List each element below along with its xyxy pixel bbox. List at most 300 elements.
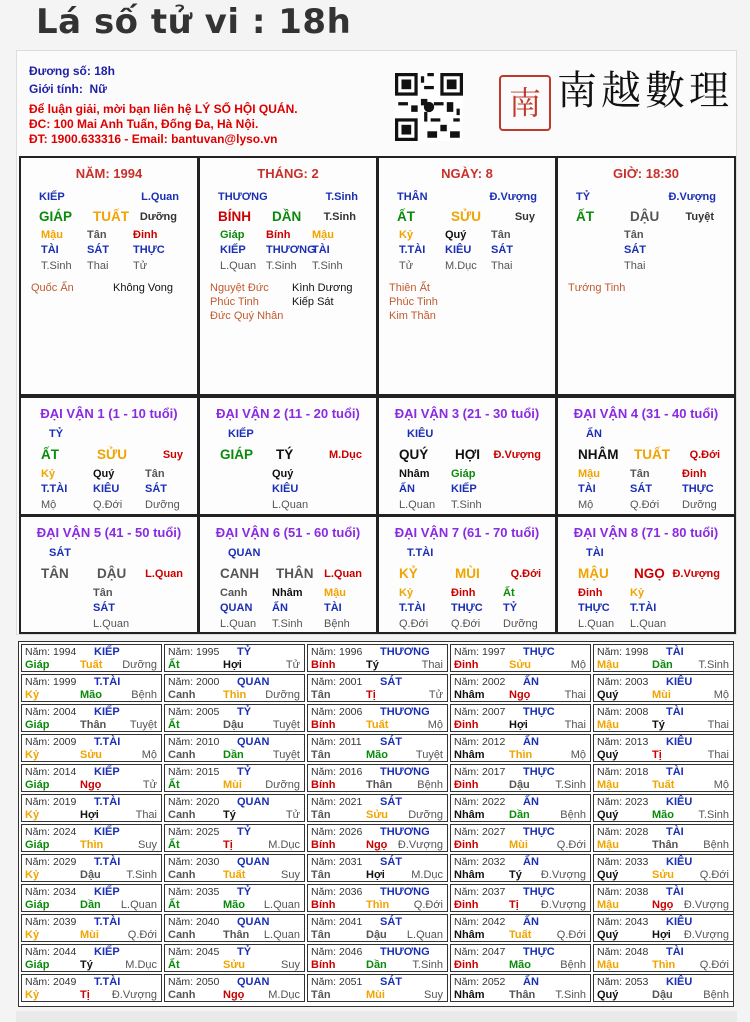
year-state: Q.Đới [556,839,586,851]
year-can: Tân [311,809,331,821]
year-prefix: Năm: [454,856,480,868]
year-number: 2046 [339,946,363,958]
year-prefix: Năm: [454,946,480,958]
year-prefix: Năm: [25,946,51,958]
year-thapthan: QUAN [237,736,270,748]
year-chi: Dậu [366,929,387,941]
daivan-chi: NGỌ [634,566,665,581]
year-number: 2036 [339,886,363,898]
year-can: Bính [311,659,336,671]
year-prefix: Năm: [597,736,623,748]
hidden-state: Thai [491,260,513,272]
year-state: Bệnh [703,839,729,851]
year-prefix: Năm: [25,706,51,718]
year-state: Tuyệt [129,719,157,731]
year-cell [593,944,734,972]
year-chi: Tuất [366,719,389,731]
year-state: Dưỡng [265,689,300,701]
year-state: Q.Đới [699,959,729,971]
year-cell [593,794,734,822]
year-can: Tân [311,989,331,1001]
daivan-cell [556,515,736,634]
hidden-state: L.Quan [399,499,436,511]
year-chi: Dậu [652,989,673,1001]
year-state: Đ.Vượng [397,839,443,851]
year-thapthan: KIÊU [666,796,693,808]
hidden-state: Dưỡng [145,499,180,511]
daivan-thapthan: SÁT [49,547,71,559]
year-thapthan: T.TÀI [94,916,121,928]
year-cell [593,824,734,852]
hidden-god: KIẾP [451,483,477,495]
year-prefix: Năm: [454,886,480,898]
year-chi: Hợi [366,869,385,881]
year-state: Mộ [141,749,157,761]
pillar-can: ẤT [576,209,594,224]
hidden-stem: Kỷ [399,587,414,599]
year-number: 2006 [339,706,363,718]
year-thapthan: T.TÀI [94,676,121,688]
year-cell [593,764,734,792]
year-chi: Dần [509,809,530,821]
year-prefix: Năm: [454,976,480,988]
year-chi: Tuất [652,779,675,791]
year-cell [593,644,734,672]
year-thapthan: KIẾP [94,766,120,778]
year-state: T.Sinh [698,809,729,821]
year-can: Mậu [597,719,619,731]
year-state: Suy [281,869,300,881]
year-prefix: Năm: [25,826,51,838]
year-state: Suy [424,989,443,1001]
hidden-state: T.Sinh [41,260,72,272]
year-state: Tuyệt [415,749,443,761]
year-chi: Thìn [223,689,247,701]
year-can: Bính [311,779,336,791]
year-chi: Mão [366,749,388,761]
year-prefix: Năm: [25,676,51,688]
year-can: Giáp [25,959,50,971]
brand-logo: 南越數理 [557,68,733,114]
year-prefix: Năm: [597,976,623,988]
year-number: 2015 [196,766,220,778]
year-thapthan: KIẾP [94,646,120,658]
pillar-can: ẤT [397,209,415,224]
hidden-god: THỰC [451,602,483,614]
year-cell [21,974,162,1002]
year-can: Kỷ [25,869,40,881]
year-chi: Dậu [80,869,101,881]
year-state: Mộ [427,719,443,731]
daivan-can: ẤT [41,447,59,462]
hidden-god: TÀI [324,602,342,614]
pillar-cell [377,156,557,396]
year-state: Bệnh [703,989,729,1001]
year-chi: Tị [80,989,90,1001]
year-state: Tử [142,779,157,791]
year-chi: Mùi [80,929,99,941]
contact-line: Để luận giải, mời bạn liên hệ LÝ SỐ HỘI QUÁN. [29,102,298,116]
year-cell [164,914,305,942]
year-number: 2016 [339,766,363,778]
year-chi: Thân [80,719,107,731]
year-number: 2023 [625,796,649,808]
daivan-truongsinh: Q.Đới [689,449,720,461]
hidden-state: T.Sinh [451,499,482,511]
star-item: Phúc Tinh [389,296,438,308]
year-prefix: Năm: [311,856,337,868]
hidden-god: THỰC [682,483,714,495]
year-thapthan: TÀI [666,886,684,898]
year-state: T.Sinh [555,779,586,791]
year-thapthan: THỰC [523,826,555,838]
year-prefix: Năm: [311,766,337,778]
year-state: L.Quan [263,929,300,941]
year-can: Canh [168,749,196,761]
year-state: Thai [564,689,586,701]
year-thapthan: KIẾP [94,706,120,718]
year-cell [164,734,305,762]
year-cell [593,734,734,762]
hidden-stem: Quý [445,229,467,241]
year-cell [593,914,734,942]
year-number: 2041 [339,916,363,928]
year-prefix: Năm: [168,646,194,658]
hidden-state: Q.Đới [451,618,481,630]
year-thapthan: THỰC [523,646,555,658]
year-state: Dưỡng [408,809,443,821]
year-number: 2043 [625,916,649,928]
year-can: Đinh [454,719,479,731]
year-chi: Thân [223,929,250,941]
year-can: Bính [311,719,336,731]
daivan-chi: HỢI [455,447,481,462]
year-thapthan: THƯƠNG [380,766,430,778]
year-number: 2038 [625,886,649,898]
hidden-stem: Nhâm [399,468,430,480]
year-state: Suy [281,959,300,971]
year-prefix: Năm: [311,736,337,748]
hidden-stem: Mậu [578,468,600,480]
daivan-cell [198,396,378,516]
pillar-thapthan: TỶ [576,191,591,203]
hidden-stem: Tân [624,229,644,241]
year-thapthan: T.TÀI [94,976,121,988]
daivan-cell [377,515,557,634]
pillar-cell [556,156,736,396]
year-chi: Thân [366,779,393,791]
year-can: Đinh [454,779,479,791]
hidden-god: T.TÀI [41,483,68,495]
year-cell [307,674,448,702]
hidden-stem: Giáp [220,229,245,241]
daivan-can: KỶ [399,566,418,581]
hidden-god: KIÊU [93,483,120,495]
year-cell [450,974,591,1002]
hidden-god: T.TÀI [399,602,426,614]
daivan-chi: TUẤT [634,447,670,462]
year-prefix: Năm: [25,736,51,748]
year-can: Ất [168,899,180,911]
daivan-truongsinh: L.Quan [324,568,362,580]
yearly-table [18,641,734,1007]
qr-code-icon [395,73,463,141]
year-thapthan: TỶ [237,946,252,958]
year-state: L.Quan [120,899,157,911]
year-number: 2019 [53,796,77,808]
year-can: Canh [168,809,196,821]
year-can: Ất [168,839,180,851]
year-thapthan: ẤN [523,676,539,688]
year-number: 2032 [482,856,506,868]
year-chi: Mão [80,689,102,701]
hidden-stem: Ất [503,587,515,599]
hidden-state: L.Quan [272,499,309,511]
year-number: 2004 [53,706,77,718]
year-can: Canh [168,869,196,881]
year-number: 2048 [625,946,649,958]
year-state: Mộ [713,779,729,791]
year-chi: Dần [80,899,101,911]
year-number: 2022 [482,796,506,808]
year-cell [593,704,734,732]
year-number: 2044 [53,946,77,958]
year-cell [307,764,448,792]
daivan-thapthan: ẤN [586,428,602,440]
year-thapthan: ẤN [523,976,539,988]
year-state: Q.Đới [413,899,443,911]
year-can: Giáp [25,899,50,911]
hidden-god: T.TÀI [630,602,657,614]
pillar-title: THÁNG: 2 [257,166,319,181]
hidden-state: Q.Đới [93,499,123,511]
hidden-stem: Tân [87,229,107,241]
year-cell [307,884,448,912]
year-thapthan: THƯƠNG [380,886,430,898]
year-chi: Dần [223,749,244,761]
year-cell [21,644,162,672]
year-thapthan: THƯƠNG [380,946,430,958]
year-thapthan: ẤN [523,916,539,928]
year-cell [307,644,448,672]
year-cell [164,884,305,912]
year-state: Bệnh [417,779,443,791]
year-number: 2027 [482,826,506,838]
hidden-state: T.Sinh [312,260,343,272]
hidden-god: THỰC [133,244,165,256]
year-can: Giáp [25,779,50,791]
year-prefix: Năm: [168,676,194,688]
year-cell [593,854,734,882]
daivan-truongsinh: M.Dục [329,449,362,461]
year-state: Bệnh [131,689,157,701]
year-can: Nhâm [454,989,485,1001]
year-thapthan: TÀI [666,946,684,958]
year-can: Nhâm [454,689,485,701]
year-prefix: Năm: [25,886,51,898]
year-can: Bính [311,839,336,851]
year-can: Ất [168,719,180,731]
year-can: Quý [597,869,619,881]
pillar-truongsinh: T.Sinh [323,211,356,223]
daivan-cell [556,396,736,516]
year-number: 2000 [196,676,220,688]
year-cell [21,764,162,792]
year-prefix: Năm: [311,886,337,898]
year-number: 2005 [196,706,220,718]
pillar-thapthan: KIẾP [39,191,65,203]
pillar-truongsinh: Dưỡng [139,211,177,223]
year-can: Kỷ [25,989,40,1001]
year-prefix: Năm: [597,796,623,808]
daivan-thapthan: KIẾP [228,428,254,440]
year-thapthan: THƯƠNG [380,826,430,838]
hidden-god: QUAN [220,602,253,614]
year-state: Đ.Vượng [683,929,729,941]
year-prefix: Năm: [454,796,480,808]
hidden-god: TÀI [578,483,596,495]
year-cell [307,974,448,1002]
year-chi: Dần [366,959,387,971]
year-chi: Mão [509,959,531,971]
year-chi: Tị [366,689,376,701]
year-number: 2035 [196,886,220,898]
year-prefix: Năm: [311,916,337,928]
year-state: Tuyệt [272,749,300,761]
hidden-state: L.Quan [220,618,257,630]
year-cell [307,944,448,972]
year-thapthan: TÀI [666,706,684,718]
year-cell [307,704,448,732]
daivan-chi: SỬU [97,447,127,462]
year-chi: Mùi [223,779,242,791]
year-chi: Mùi [652,689,671,701]
year-state: Q.Đới [127,929,157,941]
hidden-state: T.Sinh [272,618,303,630]
year-can: Bính [311,899,336,911]
year-thapthan: THỰC [523,706,555,718]
year-chi: Mão [652,809,674,821]
hidden-state: L.Quan [220,260,257,272]
year-thapthan: SÁT [380,916,402,928]
year-cell [21,854,162,882]
hidden-stem: Đinh [451,587,476,599]
year-number: 2053 [625,976,649,988]
year-can: Ất [168,959,180,971]
year-chi: Ngọ [509,689,531,701]
year-number: 1998 [625,646,649,658]
year-cell [450,914,591,942]
year-can: Quý [597,809,619,821]
year-thapthan: TỶ [237,646,252,658]
year-chi: Tý [223,809,236,821]
year-cell [164,704,305,732]
year-cell [164,644,305,672]
year-prefix: Năm: [597,826,623,838]
year-thapthan: THỰC [523,766,555,778]
year-number: 2028 [625,826,649,838]
year-prefix: Năm: [454,826,480,838]
hidden-state: L.Quan [630,618,667,630]
year-chi: Thân [652,839,679,851]
year-cell [593,974,734,1002]
daivan-can: NHÂM [578,447,619,462]
star-item: Tướng Tinh [568,282,626,294]
year-can: Canh [168,689,196,701]
hidden-stem: Bính [266,229,291,241]
hidden-god: SÁT [145,483,167,495]
year-number: 2031 [339,856,363,868]
year-thapthan: SÁT [380,736,402,748]
year-chi: Hợi [80,809,99,821]
year-chi: Ngọ [80,779,102,791]
year-prefix: Năm: [597,886,623,898]
year-cell [307,734,448,762]
year-chi: Thìn [80,839,104,851]
year-number: 2025 [196,826,220,838]
year-can: Mậu [597,899,619,911]
page-title: Lá số tử vi : 18h [36,2,352,42]
phone-email-line: ĐT: 1900.633316 - Email: bantuvan@lyso.vn [29,132,278,146]
year-cell [450,644,591,672]
year-thapthan: ẤN [523,736,539,748]
year-number: 2010 [196,736,220,748]
year-prefix: Năm: [311,976,337,988]
year-state: Mộ [570,749,586,761]
year-thapthan: TỶ [237,766,252,778]
daivan-title: ĐẠI VẬN 3 (21 - 30 tuổi) [394,406,540,421]
star-item: Kình Dương [292,282,353,294]
year-prefix: Năm: [25,856,51,868]
year-thapthan: THƯƠNG [380,706,430,718]
year-prefix: Năm: [168,856,194,868]
daivan-can: GIÁP [220,447,254,462]
year-thapthan: TỶ [237,706,252,718]
year-state: Suy [138,839,157,851]
hidden-stem: Tân [491,229,511,241]
year-prefix: Năm: [25,766,51,778]
year-number: 2045 [196,946,220,958]
hidden-stem: Canh [220,587,248,599]
year-can: Mậu [597,659,619,671]
year-can: Giáp [25,659,50,671]
year-can: Đinh [454,659,479,671]
year-state: Đ.Vượng [111,989,157,1001]
year-thapthan: KIÊU [666,916,693,928]
year-chi: Ngọ [223,989,245,1001]
year-cell [450,704,591,732]
hidden-state: Tử [399,260,414,272]
daivan-truongsinh: Đ.Vượng [672,568,720,580]
year-cell [164,944,305,972]
year-state: Q.Đới [556,929,586,941]
year-thapthan: QUAN [237,976,270,988]
hidden-stem: Mậu [324,587,346,599]
star-item: Kiếp Sát [292,296,334,308]
year-thapthan: QUAN [237,796,270,808]
hidden-state: Q.Đới [630,499,660,511]
year-state: T.Sinh [698,659,729,671]
year-thapthan: QUAN [237,676,270,688]
year-number: 2003 [625,676,649,688]
year-chi: Ngọ [652,899,674,911]
year-chi: Tị [509,899,519,911]
pillar-truongsinh: Suy [514,211,535,223]
hidden-stem: Đinh [578,587,603,599]
hidden-state: M.Dục [445,260,477,272]
daivan-cell [19,396,199,516]
year-chi: Mùi [366,989,385,1001]
